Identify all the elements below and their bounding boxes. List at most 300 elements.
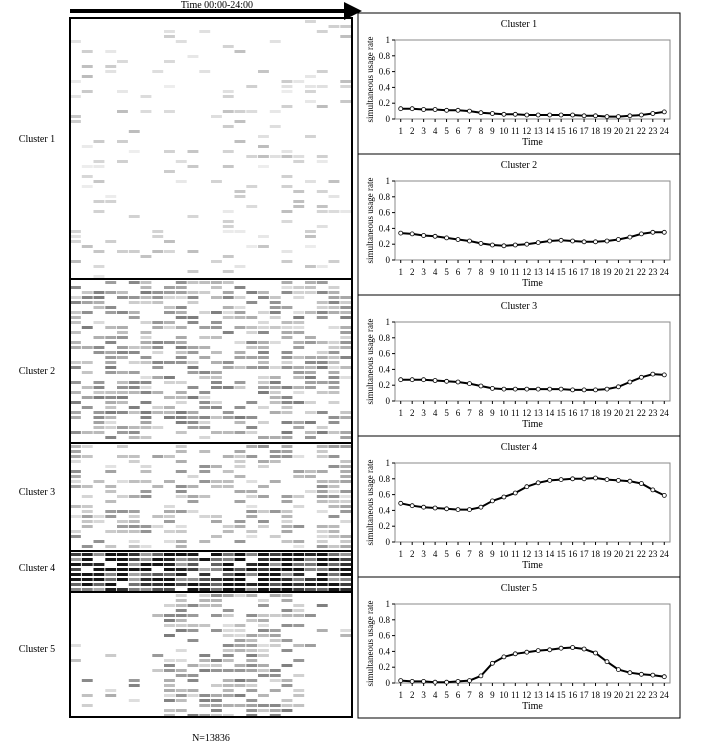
x-tick-label: 21 (625, 549, 635, 559)
heatmap-cell (258, 386, 269, 389)
heatmap-cell (329, 530, 340, 533)
heatmap-cell (105, 306, 116, 309)
heatmap-cell (246, 490, 257, 493)
heatmap-cell (211, 381, 222, 384)
heatmap-cell (329, 553, 340, 556)
heatmap-cell (129, 545, 140, 548)
heatmap-cell (246, 583, 257, 586)
heatmap-cell (105, 70, 116, 73)
heatmap-cell (211, 594, 222, 597)
heatmap-cell (305, 401, 316, 404)
heatmap-cell (258, 366, 269, 369)
heatmap-cell (141, 281, 152, 284)
heatmap-cell (223, 225, 234, 228)
data-point (422, 234, 426, 238)
heatmap-cell (94, 421, 105, 424)
data-point (433, 234, 437, 238)
heatmap-cell (246, 480, 257, 483)
heatmap-cell (329, 416, 340, 419)
heatmap-cell (152, 583, 163, 586)
heatmap-cell (117, 386, 128, 389)
heatmap-cell (246, 356, 257, 359)
heatmap-cell (270, 366, 281, 369)
heatmap-cell (329, 421, 340, 424)
heatmap-cell (340, 331, 351, 334)
heatmap-cell (105, 515, 116, 518)
heatmap-cell (317, 306, 328, 309)
data-point (456, 508, 460, 512)
x-tick-label: 24 (659, 408, 669, 418)
heatmap-cell (94, 396, 105, 399)
heatmap-cell (270, 704, 281, 707)
heatmap-cell (305, 291, 316, 294)
heatmap-cell (141, 578, 152, 581)
heatmap-cell (188, 55, 199, 58)
x-tick-label: 13 (533, 549, 543, 559)
data-point (513, 243, 517, 247)
heatmap-cell (270, 563, 281, 566)
heatmap-cell (176, 416, 187, 419)
heatmap-cell (164, 341, 175, 344)
heatmap-cell (235, 490, 246, 493)
heatmap-cell (270, 296, 281, 299)
x-tick-label: 15 (556, 690, 566, 700)
heatmap-cell (199, 604, 210, 607)
heatmap-cell (176, 709, 187, 712)
data-point (399, 501, 403, 505)
heatmap-cell (164, 505, 175, 508)
heatmap-cell (246, 401, 257, 404)
data-point (468, 679, 472, 683)
data-point (628, 479, 632, 483)
heatmap-cluster-label: Cluster 1 (18, 134, 56, 145)
data-point (456, 108, 460, 112)
heatmap-cell (282, 583, 293, 586)
data-point (479, 505, 483, 509)
heatmap-cell (258, 381, 269, 384)
heatmap-cell (270, 594, 281, 597)
heatmap-cell (117, 520, 128, 523)
heatmap-cell (246, 455, 257, 458)
heatmap-cell (117, 391, 128, 394)
heatmap-cell (152, 235, 163, 238)
heatmap-cell (117, 568, 128, 571)
heatmap-cell (246, 416, 257, 419)
heatmap-cell (235, 450, 246, 453)
heatmap-cell (270, 311, 281, 314)
heatmap-cell (270, 301, 281, 304)
x-tick-label: 18 (591, 408, 601, 418)
heatmap-cell (282, 411, 293, 414)
heatmap-cell (152, 250, 163, 253)
heatmap-cell (152, 70, 163, 73)
data-point (639, 375, 643, 379)
heatmap-cell (282, 351, 293, 354)
data-point (433, 680, 437, 684)
heatmap-cell (70, 296, 81, 299)
x-tick-label: 11 (510, 126, 520, 136)
x-tick-label: 12 (522, 690, 532, 700)
heatmap-cell (141, 110, 152, 113)
heatmap-cell (340, 510, 351, 513)
heatmap-cell (70, 480, 81, 483)
heatmap-cell (164, 553, 175, 556)
heatmap-cell (282, 500, 293, 503)
data-point (525, 113, 529, 117)
heatmap-cell (94, 583, 105, 586)
data-point (433, 506, 437, 510)
heatmap-cell (129, 520, 140, 523)
heatmap-cell (211, 669, 222, 672)
heatmap-cell (293, 331, 304, 334)
x-tick-label: 19 (602, 690, 612, 700)
heatmap-cell (199, 540, 210, 543)
heatmap-cell (211, 431, 222, 434)
heatmap-cell (329, 371, 340, 374)
heatmap-cell (105, 311, 116, 314)
heatmap-cell (94, 296, 105, 299)
heatmap-cell (235, 230, 246, 233)
heatmap-cell (329, 525, 340, 528)
heatmap-cell (340, 316, 351, 319)
heatmap-cell (258, 604, 269, 607)
heatmap-cell (317, 70, 328, 73)
heatmap-cell (211, 520, 222, 523)
x-tick-label: 1 (398, 690, 403, 700)
heatmap-cell (340, 475, 351, 478)
x-tick-label: 14 (545, 408, 555, 418)
heatmap-cell (211, 659, 222, 662)
heatmap-cell (105, 281, 116, 284)
heatmap-cell (199, 480, 210, 483)
heatmap-cell (340, 460, 351, 463)
heatmap-cell (164, 664, 175, 667)
x-tick-label: 18 (591, 267, 601, 277)
heatmap-cell (176, 594, 187, 597)
heatmap-cell (176, 583, 187, 586)
chart-title: Cluster 3 (500, 301, 538, 312)
heatmap-cell (199, 624, 210, 627)
heatmap-cell (141, 525, 152, 528)
x-tick-label: 21 (625, 126, 635, 136)
heatmap-cell (129, 684, 140, 687)
heatmap-cell (293, 366, 304, 369)
heatmap-cell (164, 286, 175, 289)
heatmap-cell (117, 588, 128, 591)
heatmap-cell (317, 366, 328, 369)
heatmap-cell (282, 250, 293, 253)
heatmap-cell (246, 245, 257, 248)
heatmap-cell (211, 664, 222, 667)
heatmap-cell (258, 445, 269, 448)
heatmap-cell (70, 553, 81, 556)
heatmap-cell (329, 296, 340, 299)
heatmap-cell (340, 495, 351, 498)
chart-title: Cluster 5 (500, 583, 538, 594)
heatmap-cell (305, 411, 316, 414)
heatmap-cell (317, 85, 328, 88)
heatmap-cell (246, 684, 257, 687)
heatmap-cell (329, 490, 340, 493)
heatmap-cell (223, 654, 234, 657)
heatmap-cell (305, 281, 316, 284)
heatmap-cell (293, 286, 304, 289)
x-tick-label: 19 (602, 126, 612, 136)
x-tick-label: 4 (432, 126, 438, 136)
heatmap-cell (246, 588, 257, 591)
heatmap-cell (82, 296, 93, 299)
heatmap-cell (340, 326, 351, 329)
heatmap-cell (223, 331, 234, 334)
heatmap-cell (211, 515, 222, 518)
data-point (468, 109, 472, 113)
heatmap-cell (94, 411, 105, 414)
heatmap-cell (223, 220, 234, 223)
heatmap-cell (223, 649, 234, 652)
heatmap-cell (141, 386, 152, 389)
heatmap-cell (293, 505, 304, 508)
heatmap-cell (211, 326, 222, 329)
heatmap-cell (141, 558, 152, 561)
heatmap-cell (258, 356, 269, 359)
y-tick-label: 0.8 (378, 332, 390, 343)
heatmap-cell (82, 386, 93, 389)
heatmap-cell (317, 361, 328, 364)
heatmap-cell (340, 583, 351, 586)
data-point (445, 680, 449, 684)
heatmap-cell (152, 391, 163, 394)
heatmap-cell (317, 553, 328, 556)
heatmap-cell (70, 40, 81, 43)
heatmap-cell (176, 545, 187, 548)
heatmap-cell (329, 563, 340, 566)
heatmap-cell (293, 426, 304, 429)
heatmap-cell (223, 95, 234, 98)
x-tick-label: 13 (533, 408, 543, 418)
heatmap-cell (305, 436, 316, 439)
chart-panel-3 (358, 295, 680, 436)
heatmap-cell (258, 573, 269, 576)
x-axis-label: Time (522, 419, 543, 430)
heatmap-cell (164, 110, 175, 113)
heatmap-cell (235, 558, 246, 561)
heatmap-cell (70, 366, 81, 369)
heatmap-cell (199, 669, 210, 672)
data-point (422, 505, 426, 509)
heatmap-cell (223, 281, 234, 284)
heatmap-cell (152, 553, 163, 556)
heatmap-cell (141, 401, 152, 404)
data-point (399, 378, 403, 382)
heatmap-cell (94, 250, 105, 253)
heatmap-cell (270, 553, 281, 556)
heatmap-cell (164, 699, 175, 702)
heatmap-cell (282, 396, 293, 399)
data-point (628, 380, 632, 384)
heatmap-cell (105, 689, 116, 692)
heatmap-cell (141, 436, 152, 439)
heatmap-cell (70, 80, 81, 83)
heatmap-cell (152, 346, 163, 349)
heatmap-cell (317, 311, 328, 314)
heatmap-cell (223, 210, 234, 213)
heatmap-cell (211, 588, 222, 591)
heatmap-cell (258, 674, 269, 677)
heatmap-cell (258, 669, 269, 672)
heatmap-cell (82, 185, 93, 188)
heatmap-cell (70, 588, 81, 591)
chart-panel-2 (358, 154, 680, 295)
heatmap-cell (329, 386, 340, 389)
heatmap-cluster-background (70, 443, 352, 551)
heatmap-cell (282, 624, 293, 627)
heatmap-cell (94, 553, 105, 556)
heatmap-cell (141, 336, 152, 339)
heatmap-cell (293, 311, 304, 314)
heatmap-cell (164, 604, 175, 607)
heatmap-cell (70, 235, 81, 238)
data-point (525, 242, 529, 246)
data-point (513, 491, 517, 495)
x-tick-label: 12 (522, 408, 532, 418)
heatmap-cell (199, 376, 210, 379)
heatmap-cell (305, 361, 316, 364)
heatmap-cell (282, 366, 293, 369)
heatmap-cell (199, 495, 210, 498)
data-point (490, 661, 494, 665)
heatmap-cell (223, 563, 234, 566)
heatmap-cell (211, 604, 222, 607)
x-tick-label: 22 (636, 126, 646, 136)
heatmap-cell (105, 510, 116, 513)
heatmap-cell (282, 578, 293, 581)
heatmap-cell (82, 573, 93, 576)
x-tick-label: 18 (591, 549, 601, 559)
heatmap-cell (117, 140, 128, 143)
heatmap-cell (282, 105, 293, 108)
data-point (456, 380, 460, 384)
heatmap-cell (340, 100, 351, 103)
heatmap-cell (270, 709, 281, 712)
heatmap-cell (70, 240, 81, 243)
heatmap-cell (70, 558, 81, 561)
heatmap-cell (293, 609, 304, 612)
x-tick-label: 16 (568, 408, 578, 418)
heatmap-cell (188, 361, 199, 364)
heatmap-cell (282, 431, 293, 434)
heatmap-cell (235, 669, 246, 672)
heatmap-cell (270, 316, 281, 319)
heatmap-cell (235, 540, 246, 543)
heatmap-cell (235, 664, 246, 667)
heatmap-cell (282, 709, 293, 712)
heatmap-cell (329, 326, 340, 329)
heatmap-cell (105, 588, 116, 591)
heatmap-cell (329, 558, 340, 561)
heatmap-cell (340, 535, 351, 538)
y-axis-label: simultaneous usage rate (365, 459, 375, 546)
x-tick-label: 9 (490, 267, 495, 277)
heatmap-cell (246, 431, 257, 434)
heatmap-panel (19, 18, 352, 717)
heatmap-cell (117, 553, 128, 556)
heatmap-cell (94, 346, 105, 349)
chart-title: Cluster 2 (500, 160, 538, 171)
heatmap-cell (82, 431, 93, 434)
heatmap-cell (282, 291, 293, 294)
heatmap-cell (152, 563, 163, 566)
x-tick-label: 4 (432, 549, 438, 559)
heatmap-cell (293, 659, 304, 662)
heatmap-cell (105, 573, 116, 576)
heatmap-cell (211, 563, 222, 566)
heatmap-cell (282, 664, 293, 667)
heatmap-cell (340, 210, 351, 213)
heatmap-cell (70, 573, 81, 576)
x-tick-label: 11 (510, 549, 520, 559)
heatmap-cell (94, 180, 105, 183)
heatmap-cell (282, 684, 293, 687)
heatmap-cell (305, 336, 316, 339)
data-point (639, 113, 643, 117)
heatmap-cell (246, 445, 257, 448)
heatmap-cell (293, 205, 304, 208)
x-tick-label: 20 (613, 408, 623, 418)
heatmap-cell (340, 445, 351, 448)
heatmap-cell (305, 245, 316, 248)
x-tick-label: 7 (467, 549, 472, 559)
heatmap-cell (188, 366, 199, 369)
heatmap-cell (105, 351, 116, 354)
heatmap-cell (282, 155, 293, 158)
heatmap-cell (235, 520, 246, 523)
heatmap-cell (176, 351, 187, 354)
heatmap-cell (317, 510, 328, 513)
heatmap-cell (246, 530, 257, 533)
heatmap-cell (270, 306, 281, 309)
heatmap-cell (223, 311, 234, 314)
heatmap-cell (340, 25, 351, 28)
heatmap-cell (105, 65, 116, 68)
heatmap-cell (94, 391, 105, 394)
heatmap-cell (235, 573, 246, 576)
x-axis-label: Time (522, 701, 543, 712)
x-tick-label: 10 (499, 408, 509, 418)
heatmap-cell (164, 634, 175, 637)
data-point (548, 648, 552, 652)
heatmap-cell (70, 505, 81, 508)
heatmap-cell (141, 391, 152, 394)
heatmap-cell (258, 599, 269, 602)
heatmap-cell (246, 185, 257, 188)
heatmap-cell (117, 495, 128, 498)
heatmap-cell (129, 296, 140, 299)
heatmap-cell (176, 614, 187, 617)
heatmap-cell (164, 326, 175, 329)
heatmap-cell (129, 699, 140, 702)
heatmap-cell (235, 568, 246, 571)
heatmap-cell (258, 311, 269, 314)
heatmap-cell (340, 505, 351, 508)
heatmap-cell (164, 455, 175, 458)
heatmap-cell (141, 356, 152, 359)
heatmap-cell (293, 525, 304, 528)
heatmap-cell (305, 311, 316, 314)
heatmap-cell (129, 316, 140, 319)
x-tick-label: 24 (659, 549, 669, 559)
heatmap-cell (235, 190, 246, 193)
heatmap-cell (164, 624, 175, 627)
